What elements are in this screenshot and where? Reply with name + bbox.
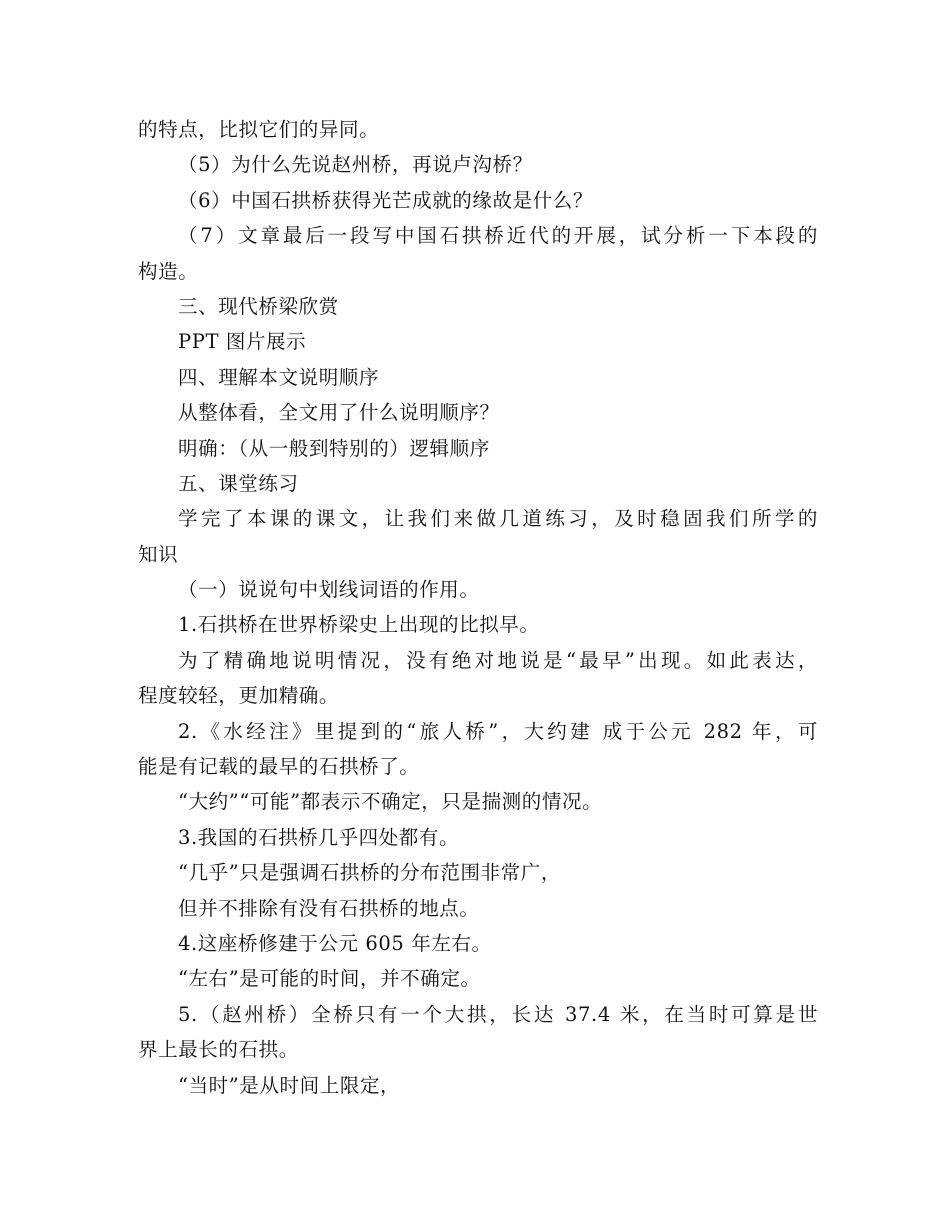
section-heading-5: 五、课堂练习 [178, 471, 299, 495]
exercise-4: 4.这座桥修建于公元 605 年左右。 [178, 931, 492, 955]
text-line-9: 从整体看，全文用了什么说明顺序？ [178, 401, 500, 425]
text-line-23: 但并不排除有没有石拱桥的地点。 [178, 896, 480, 920]
text-line-27: 界上最长的石拱。 [138, 1038, 299, 1062]
text-line-7: PPT 图片展示 [178, 330, 307, 354]
exercise-2: 2.《水经注》里提到的“旅人桥”，大约建 成于公元 282 年，可 [178, 719, 818, 743]
question-6: （6）中国石拱桥获得光芒成就的缘故是什么？ [178, 188, 594, 212]
question-5: （5）为什么先说赵州桥，再说卢沟桥？ [178, 153, 533, 177]
section-heading-4: 四、理解本文说明顺序 [178, 365, 380, 389]
text-line-20: “大约”“可能”都表示不确定，只是揣测的情况。 [178, 790, 603, 814]
text-line-17: 程度较轻，更加精确。 [138, 684, 340, 708]
text-line-5: 构造。 [138, 259, 199, 283]
subsection-heading-1: （一）说说句中划线词语的作用。 [178, 578, 480, 602]
document-body [138, 112, 818, 1103]
exercise-1: 1.石拱桥在世界桥梁史上出现的比拟早。 [178, 613, 540, 637]
section-heading-3: 三、现代桥梁欣赏 [178, 294, 339, 318]
text-line-25: “左右”是可能的时间，并不确定。 [178, 967, 481, 991]
text-line-10: 明确：（从一般到特别的）逻辑顺序 [178, 436, 490, 460]
text-line-19: 能是有记载的最早的石拱桥了。 [138, 755, 420, 779]
exercise-3: 3.我国的石拱桥几乎四处都有。 [178, 825, 460, 849]
text-line-22: “几乎”只是强调石拱桥的分布范围非常广， [178, 861, 561, 885]
text-line-16: 为了精确地说明情况，没有绝对地说是“最早”出现。如此表达， [178, 648, 818, 672]
text-line-12: 学完了本课的课文，让我们来做几道练习，及时稳固我们所学的 [178, 507, 818, 531]
text-line-28: “当时”是从时间上限定， [178, 1073, 401, 1097]
exercise-5: 5.（赵州桥）全桥只有一个大拱，长达 37.4 米，在当时可算是世 [178, 1002, 818, 1026]
question-7: （7）文章最后一段写中国石拱桥近代的开展，试分析一下本段的 [178, 224, 818, 248]
text-line-1: 的特点，比拟它们的异同。 [138, 118, 380, 141]
text-line-13: 知识 [138, 542, 179, 566]
